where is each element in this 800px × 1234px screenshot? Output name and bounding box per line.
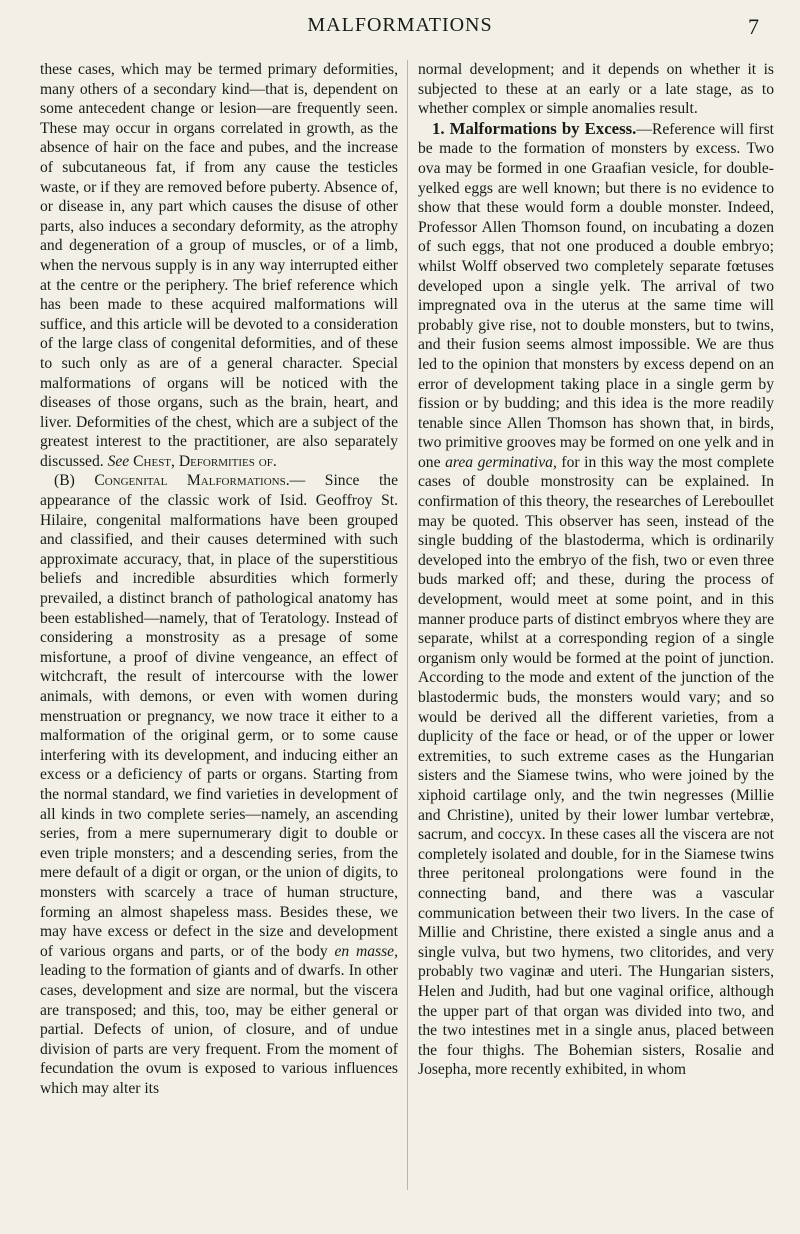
column-divider [407,60,408,1190]
paragraph-text: these cases, which may be termed primary deformities, many others of a secondary kind—that is, dependent on some antecedent change or lesion—are frequently seen. These may occur in organs correlated in growth, as the absence of hair on the face and pubes, and the increase of subcutaneous fat, if from any cause the testicles waste, or if they are removed before puberty. Absence of, or disease in, any part which causes the disuse of other parts, also induces a secondary deformity, as the atrophy and degeneration of a group of muscles, or of a limb, when the nervous supply is in any way interrupted either at the centre or the periphery. The brief reference which has been made to these acquired malformations will suffice, and this article will be devoted to a consideration of the large class of congenital deformities, and of these to such only as are of a general character. Special malformations of organs will be noticed with the diseases of those organs, such as the brain, heart, and liver. Deformities of the chest, which are a subject of the greatest interest to the practitioner, are also separately discussed. [40,61,398,470]
paragraph [40,471,398,1098]
left-column [40,60,398,1098]
cross-reference: Chest, Deformities of. [133,452,277,470]
paragraph [40,60,398,471]
page-title: MALFORMATIONS [307,14,493,36]
paragraph-text: —Reference will first be made to the formation of monsters by excess. Two ova may be formed in one Graafian vesicle, for double-yelked eggs are well known; but there is no evidence to show that these would form a double monster. Indeed, Professor Allen Thomson found, on incubating a dozen of such eggs, that not one produced a double embryo; whilst Wolff observed two completely separate fœtuses developed upon a single yelk. The arrival of two impregnated ova in the uterus at the same time will probably give rise, not to double monsters, but to twins, and their fusion seems almost impossible. We are thus led to the opinion that monsters by excess depend on an error of development taking place in a single germ by fission or by budding; and this idea is the more readily tenable since Allen Thomson has shown that, in birds, two primitive grooves may be formed on one yelk and in one [418,120,774,471]
page-number: 7 [748,14,760,39]
see-reference-label: See [107,452,130,470]
paragraph-text: leading to the formation of giants and of dwarfs. In other cases, development and size are normal, but the viscera are transposed; and this, too, may be either general or partial. Defects of union, of closure, and of undue division of parts are very frequent. From the moment of fecundation the ovum is exposed to various influences which may alter its [40,962,398,1097]
italic-phrase: en masse, [334,942,398,960]
paragraph-text: normal development; and it depends on whether it is subjected to these at an early or a late stage, as to whether complex or simple anomalies result. [418,61,774,118]
italic-phrase: area germinativa, [445,453,557,471]
running-head [40,14,760,44]
paragraph [418,119,774,1080]
section-heading: 1. Malformations by Excess. [432,118,637,138]
paragraph [418,60,774,119]
right-column [418,60,774,1080]
section-heading: (B) Congenital Malformations. [54,472,290,490]
paragraph-text: — Since the appearance of the classic work of Isid. Geoffroy St. Hilaire, congenital malformations have been grouped and classified, and their causes determined with such approximate accuracy, that, in place of the superstitious beliefs and incredible absurdities which formerly prevailed, a distinct branch of pathological anatomy has been established—namely, that of Teratology. Instead of considering a monstrosity as a presage of some misfortune, a proof of divine vengeance, an effect of witchcraft, the result of intercourse with the lower animals, with demons, or even with women during menstruation or pregnancy, we now trace it either to a malformation of the original germ, or to some cause interfering with its development, and inducing either an excess or a deficiency of parts or organs. Starting from the normal standard, we find varieties in development of all kinds in two complete series—namely, an ascending series, from a mere supernumerary digit to double or even triple monsters; and a descending series, from the mere default of a digit or organ, or the union of digits, to monsters with scarcely a trace of human structure, forming an almost shapeless mass. Besides these, we may have excess or defect in the size and development of various organs and parts, or of the body [40,472,398,960]
paragraph-text: for in this way the most complete cases of double monstrosity can be explained. In confirmation of this theory, the researches of Lereboullet may be quoted. This observer has seen, instead of the single budding of the blastoderma, which is ordinarily developed into the embryo of the fish, two or even three buds marked off; and these, during the process of development, would meet at some point, and in this manner produce parts of distinct embryos where they are separate, whilst at a corresponding region of a single organism only would be formed at the point of junction. According to the mode and extent of the junction of the blastodermic buds, the monsters would vary; and so would be derived all the different varieties, from a duplicity of the face or head, or of the upper or lower extremities, to such extreme cases as the Hungarian sisters and the Siamese twins, who were joined by the xiphoid cartilage only, and the twin negresses (Millie and Christine), united by their lower lumbar vertebræ, sacrum, and coccyx. In these cases all the viscera are not completely isolated and double, for in the Siamese twins three peritoneal prolongations were found in the connecting band, and there was a vascular communication between their two livers. In the case of Millie and Christine, there existed a single anus and a single vulva, but two hymens, two clitorides, and very probably two vaginæ and uteri. The Hungarian sisters, Helen and Judith, had but one vaginal orifice, although the upper part of that organ was divided into two, and the two intestines met in a single anus, placed between the four thighs. The Bohemian sisters, Rosalie and Josepha, more recently exhibited, in whom [418,453,774,1079]
